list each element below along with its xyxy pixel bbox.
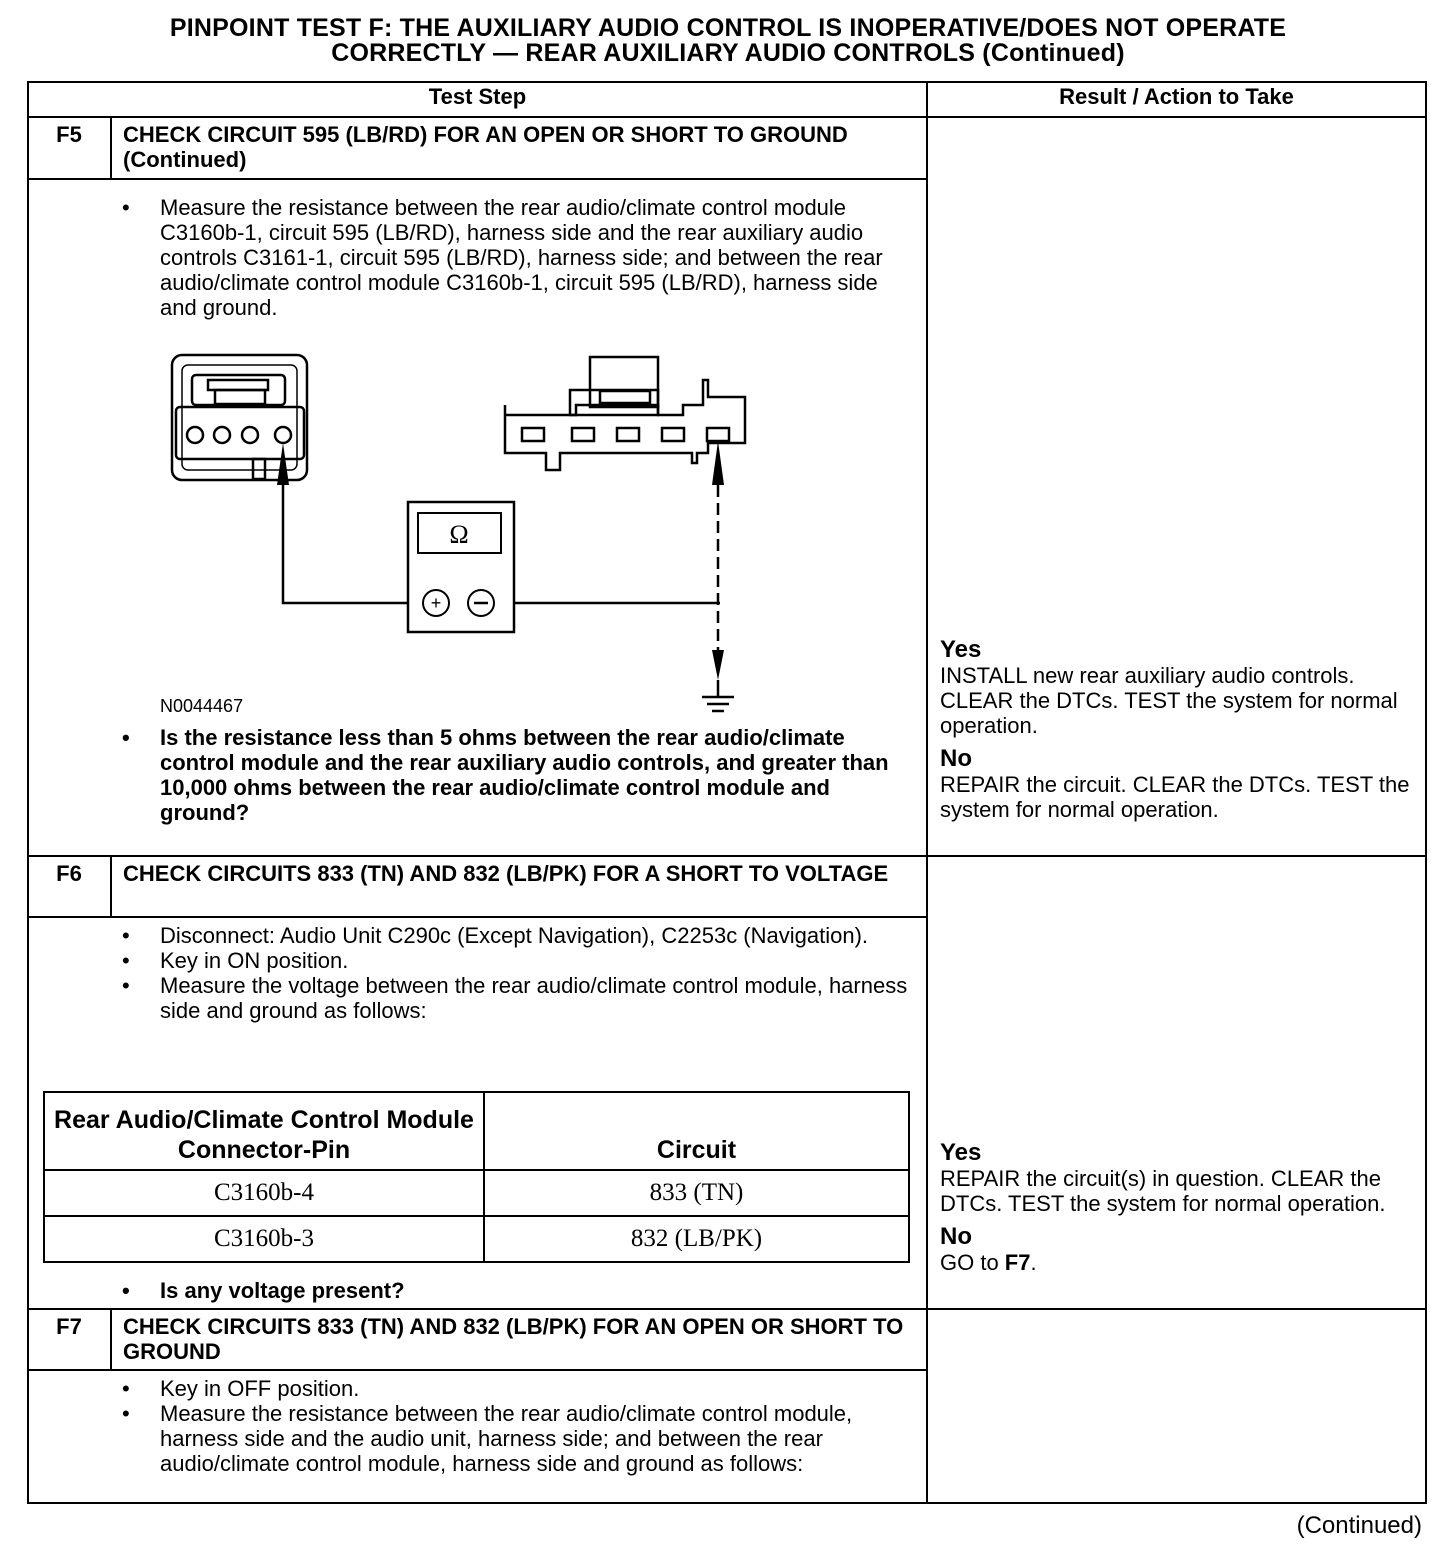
probe-tip-icon bbox=[712, 650, 724, 680]
resistance-measurement-diagram bbox=[160, 345, 760, 715]
connector-pin-table bbox=[43, 1091, 910, 1263]
instruction-item: • Key in OFF position. bbox=[122, 1376, 912, 1401]
header-test-step: Test Step bbox=[428, 84, 527, 109]
f5-id-divider bbox=[110, 116, 112, 179]
step-id: F7 bbox=[56, 1314, 82, 1339]
instruction-item: • Measure the voltage between the rear audio/climate control module, harness side and ground as follows: bbox=[122, 973, 912, 1023]
circuit-cell: 833 (TN) bbox=[484, 1170, 909, 1216]
f7-id-divider bbox=[110, 1308, 112, 1370]
module-connector-icon bbox=[172, 355, 307, 480]
column-header-pin: Rear Audio/Climate Control Module Connector-Pin bbox=[44, 1092, 484, 1170]
step-instructions bbox=[122, 923, 912, 1023]
instruction-item: • Measure the resistance between the rear audio/climate control module, harness side and the audio unit, harness side; and between the rear audio/climate control module, harness side and ground as follows: bbox=[122, 1401, 912, 1476]
yes-label: Yes bbox=[940, 636, 982, 663]
question-item: • Is the resistance less than 5 ohms between the rear audio/climate control module and the rear auxiliary audio controls, and greater than 10,000 ohms between the rear audio/climate control module and ground? bbox=[122, 725, 912, 825]
no-action-prefix: GO to bbox=[940, 1250, 1005, 1275]
step-id: F5 bbox=[56, 122, 82, 147]
no-action-suffix: . bbox=[1030, 1250, 1037, 1275]
step-instructions bbox=[122, 195, 912, 320]
f6-row-divider bbox=[27, 1308, 1427, 1310]
step-title: CHECK CIRCUITS 833 (TN) AND 832 (LB/PK) FOR AN OPEN OR SHORT TO GROUND bbox=[123, 1314, 904, 1364]
figure-label: N0044467 bbox=[160, 696, 244, 716]
ground-symbol-icon bbox=[702, 680, 734, 711]
step-question bbox=[122, 1278, 912, 1303]
yes-action: REPAIR the circuit(s) in question. CLEAR the DTCs. TEST the system for normal operation. bbox=[940, 1166, 1386, 1216]
ohm-symbol: Ω bbox=[449, 520, 469, 549]
no-label: No bbox=[940, 1223, 972, 1250]
probe-tip-icon bbox=[277, 443, 289, 485]
audio-controls-connector-icon bbox=[505, 357, 745, 470]
result-action bbox=[940, 637, 1424, 822]
pin-cell: C3160b-3 bbox=[44, 1216, 484, 1262]
plus-terminal-icon: + bbox=[430, 593, 442, 613]
probe-tip-icon bbox=[712, 441, 724, 485]
no-action bbox=[940, 1250, 1424, 1275]
pin-cell: C3160b-4 bbox=[44, 1170, 484, 1216]
test-lead bbox=[283, 485, 423, 603]
step-instructions bbox=[122, 1376, 912, 1476]
continued-note: (Continued) bbox=[1296, 1512, 1422, 1539]
page-title-line-2: CORRECTLY — REAR AUXILIARY AUDIO CONTROLS (Continued) bbox=[331, 39, 1125, 67]
no-label: No bbox=[940, 745, 972, 772]
step-title: CHECK CIRCUITS 833 (TN) AND 832 (LB/PK) FOR A SHORT TO VOLTAGE bbox=[123, 861, 889, 886]
no-action: REPAIR the circuit. CLEAR the DTCs. TEST the system for normal operation. bbox=[940, 772, 1410, 822]
header-divider bbox=[27, 116, 1427, 118]
f6-title-divider bbox=[27, 916, 927, 918]
instruction-item: • Key in ON position. bbox=[122, 948, 912, 973]
page-title-line-1: PINPOINT TEST F: THE AUXILIARY AUDIO CONTROL IS INOPERATIVE/DOES NOT OPERATE bbox=[169, 14, 1287, 42]
f5-title-divider bbox=[27, 178, 927, 180]
step-id: F6 bbox=[56, 861, 82, 886]
result-action bbox=[940, 1140, 1424, 1275]
f6-id-divider bbox=[110, 855, 112, 917]
question-item: • Is any voltage present? bbox=[122, 1278, 912, 1303]
column-header-circuit: Circuit bbox=[484, 1092, 909, 1170]
header-result-action: Result / Action to Take bbox=[1059, 84, 1294, 109]
yes-label: Yes bbox=[940, 1139, 982, 1166]
yes-action: INSTALL new rear auxiliary audio controls. CLEAR the DTCs. TEST the system for normal operation. bbox=[940, 663, 1398, 738]
f7-title-divider bbox=[27, 1369, 927, 1371]
f5-row-divider bbox=[27, 855, 1427, 857]
column-divider bbox=[926, 81, 928, 1504]
ohmmeter-icon bbox=[408, 502, 514, 632]
step-question bbox=[122, 725, 912, 825]
next-step-reference: F7 bbox=[1004, 1250, 1031, 1275]
instruction-item: • Disconnect: Audio Unit C290c (Except Navigation), C2253c (Navigation). bbox=[122, 923, 912, 948]
circuit-cell: 832 (LB/PK) bbox=[484, 1216, 909, 1262]
table-row bbox=[44, 1170, 909, 1216]
step-title: CHECK CIRCUIT 595 (LB/RD) FOR AN OPEN OR SHORT TO GROUND (Continued) bbox=[123, 122, 848, 172]
page-title bbox=[0, 16, 1456, 66]
table-row bbox=[44, 1216, 909, 1262]
instruction-item: • Measure the resistance between the rear audio/climate control module C3160b-1, circuit 595 (LB/RD), harness side and the rear auxiliary audio controls C3161-1, circuit 595 (LB/RD), harness side; and between the rear audio/climate control module C3160b-1, circuit 595 (LB/RD), harness side and ground. bbox=[122, 195, 912, 320]
